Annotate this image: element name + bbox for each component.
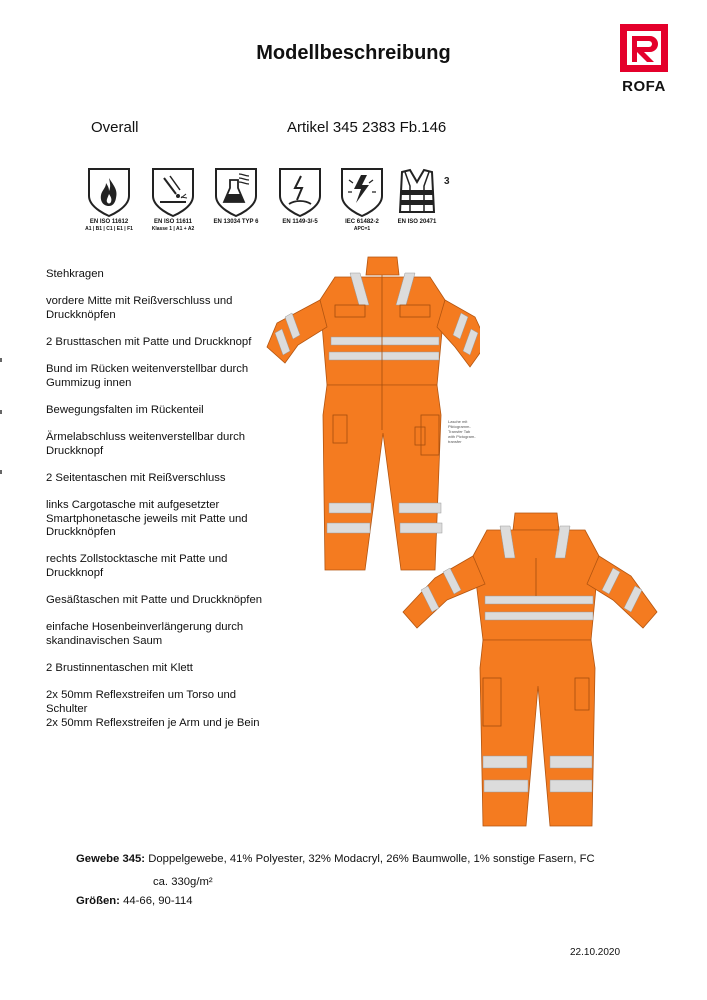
high-visibility-vest-icon xyxy=(382,166,452,218)
cert-sub: A1 | B1 | C1 | E1 | F1 xyxy=(85,226,133,232)
fabric-text: Doppelgewebe, 41% Polyester, 32% Modacryl, 26% Baumwolle, 1% sonstige Fasern, FC xyxy=(148,853,595,865)
feature-item: einfache Hosenbeinverlängerung durch skandinavischen Saum xyxy=(46,621,244,648)
page-title: Modellbeschreibung xyxy=(256,42,451,64)
welding-shield-icon xyxy=(150,166,196,218)
margin-mark xyxy=(0,358,2,362)
cert-code: EN 13034 TYP 6 xyxy=(213,219,259,225)
feature-item: 2 Brusttaschen mit Patte und Druckknopf xyxy=(46,335,252,348)
sizes-label: Größen: xyxy=(76,895,120,907)
feature-item: 2 Seitentaschen mit Reißverschluss xyxy=(46,471,226,484)
cert-code: IEC 61482-2 xyxy=(345,219,379,225)
cert-en-iso-11612 xyxy=(74,166,144,232)
cert-en-iso-20471 xyxy=(382,166,452,226)
cert-en-iso-11611 xyxy=(138,166,208,232)
article-number: Artikel 345 2383 Fb.146 xyxy=(287,119,447,136)
product-name: Overall xyxy=(91,119,139,136)
cert-code: EN ISO 11612 xyxy=(89,219,129,225)
vest-class-label: 3 xyxy=(444,176,450,187)
cert-en-13034 xyxy=(201,166,271,226)
sizes-info xyxy=(76,895,193,907)
cert-code: EN ISO 11611 xyxy=(153,219,193,225)
brand-name: ROFA xyxy=(622,78,666,95)
feature-item: Stehkragen xyxy=(46,268,104,280)
document-date: 22.10.2020 xyxy=(570,947,621,958)
feature-item: vordere Mitte mit Reißverschluss und Druckknöpfen xyxy=(46,295,233,321)
margin-mark xyxy=(0,470,2,474)
sizes-text: 44-66, 90-114 xyxy=(123,895,193,907)
feature-item: Bewegungsfalten im Rückenteil xyxy=(46,403,204,416)
feature-item: Gesäßtaschen mit Patte und Druckknöpfen xyxy=(46,594,263,607)
feature-item: Bund im Rücken weitenverstellbar durch Gummizug innen xyxy=(46,363,249,389)
chemical-flask-shield-icon xyxy=(213,166,259,218)
overall-back-illustration xyxy=(395,508,665,828)
static-electricity-shield-icon xyxy=(277,166,323,218)
cert-en-1149 xyxy=(265,166,335,226)
cert-sub: Klasse 1 | A1 + A2 xyxy=(151,226,195,232)
feature-item: 2 Brustinnentaschen mit Klett xyxy=(46,662,193,675)
feature-item: Ärmelabschluss weitenverstellbar durch Druckknopf xyxy=(46,431,246,457)
margin-mark xyxy=(0,410,2,414)
electric-arc-shield-icon xyxy=(339,166,385,218)
flame-shield-icon xyxy=(86,166,132,218)
feature-item: 2x 50mm Reflexstreifen um Torso und Schulter 2x 50mm Reflexstreifen je Arm und je Bein xyxy=(46,689,260,729)
cert-sub: APC=1 xyxy=(353,226,371,232)
fabric-label: Gewebe 345: xyxy=(76,853,146,865)
feature-item: rechts Zollstocktasche mit Patte und Druckknopf xyxy=(46,553,228,580)
fabric-weight: ca. 330g/m² xyxy=(153,876,213,888)
feature-item: links Cargotasche mit aufgesetzter Smartphonetasche jeweils mit Patte und Druckknöpfen xyxy=(46,499,248,539)
cert-code: EN ISO 20471 xyxy=(397,219,437,225)
cert-code: EN 1149-3/-5 xyxy=(282,219,318,225)
feature-list xyxy=(46,268,276,744)
fabric-info xyxy=(76,853,595,865)
pictogram-tab-annotation: Lasche mit Piktogramm-Transfer Tab with Pictogram-transfer xyxy=(448,419,476,444)
